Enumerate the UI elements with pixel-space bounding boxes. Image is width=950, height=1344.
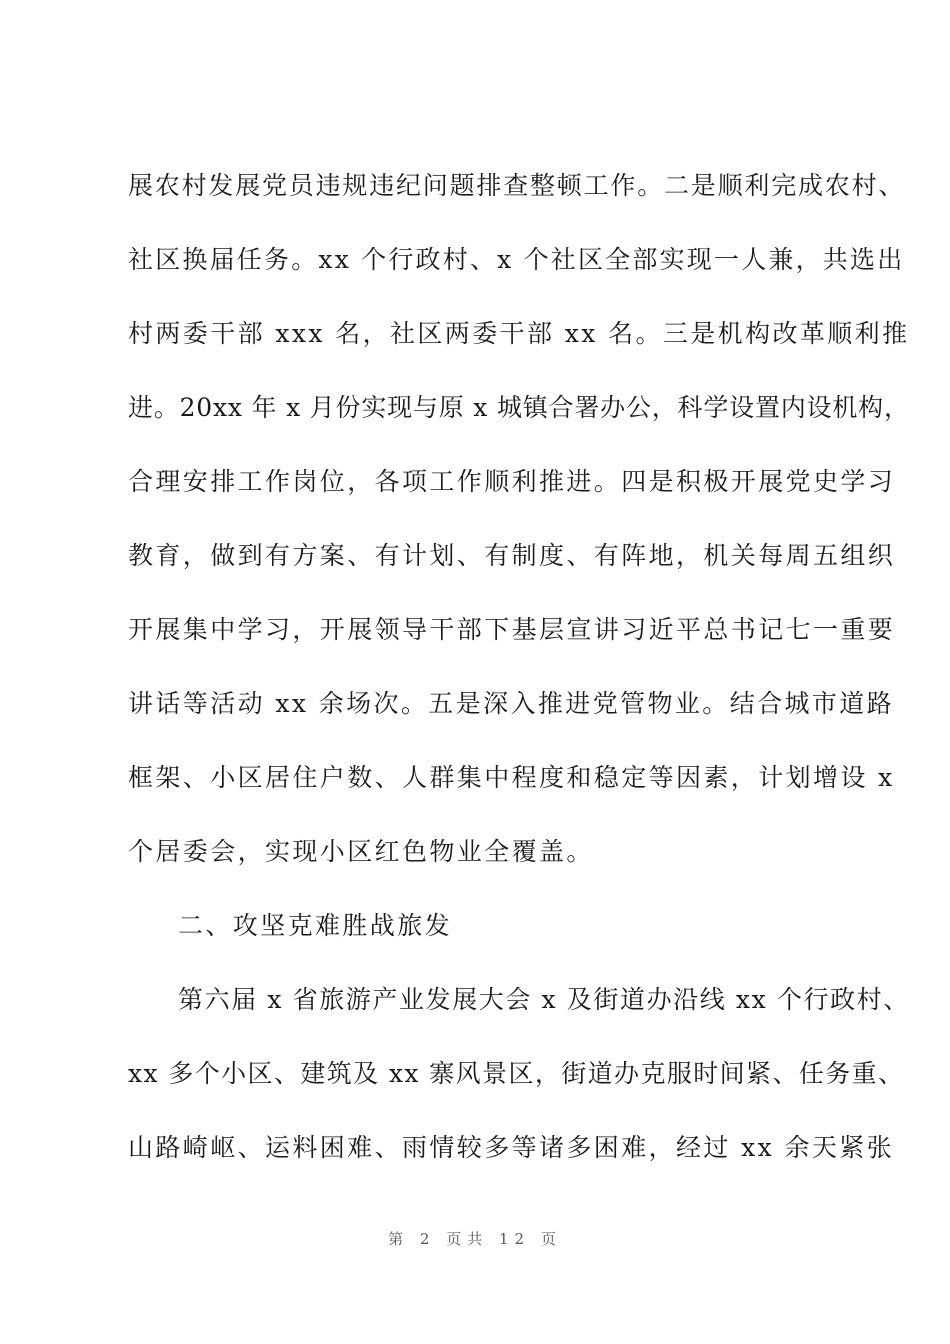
body-text-line: 第六届 x 省旅游产业发展大会 x 及街道办沿线 xx 个行政村、 <box>178 985 910 1014</box>
body-text-line: 框架、小区居住户数、人群集中程度和稳定等因素，计划增设 x <box>128 763 895 792</box>
body-text-line: 合理安排工作岗位，各项工作顺利推进。四是积极开展党史学习 <box>128 467 896 496</box>
body-text-line: 村两委干部 xxx 名，社区两委干部 xx 名。三是机构改革顺利推 <box>128 319 910 348</box>
body-text-line: 教育，做到有方案、有计划、有制度、有阵地，机关每周五组织 <box>128 541 896 570</box>
body-text-line: 山路崎岖、运料困难、雨情较多等诸多困难，经过 xx 余天紧张 <box>128 1133 895 1162</box>
page-number-footer: 第 2 页共 12 页 <box>388 1230 562 1248</box>
body-text-line: 个居委会，实现小区红色物业全覆盖。 <box>128 837 594 866</box>
section-heading: 二、攻坚克难胜战旅发 <box>178 911 453 940</box>
body-text-line: 进。20xx 年 x 月份实现与原 x 城镇合署办公，科学设置内设机构， <box>128 393 910 422</box>
body-text-line: xx 多个小区、建筑及 xx 寨风景区，街道办克服时间紧、任务重、 <box>128 1059 905 1088</box>
body-text-line: 开展集中学习，开展领导干部下基层宣讲习近平总书记七一重要 <box>128 615 896 644</box>
body-text-line: 展农村发展党员违规违纪问题排查整顿工作。二是顺利完成农村、 <box>128 171 906 200</box>
body-text-line: 社区换届任务。xx 个行政村、x 个社区全部实现一人兼，共选出 <box>128 245 905 274</box>
body-text-line: 讲话等活动 xx 余场次。五是深入推进党管物业。结合城市道路 <box>128 689 895 718</box>
